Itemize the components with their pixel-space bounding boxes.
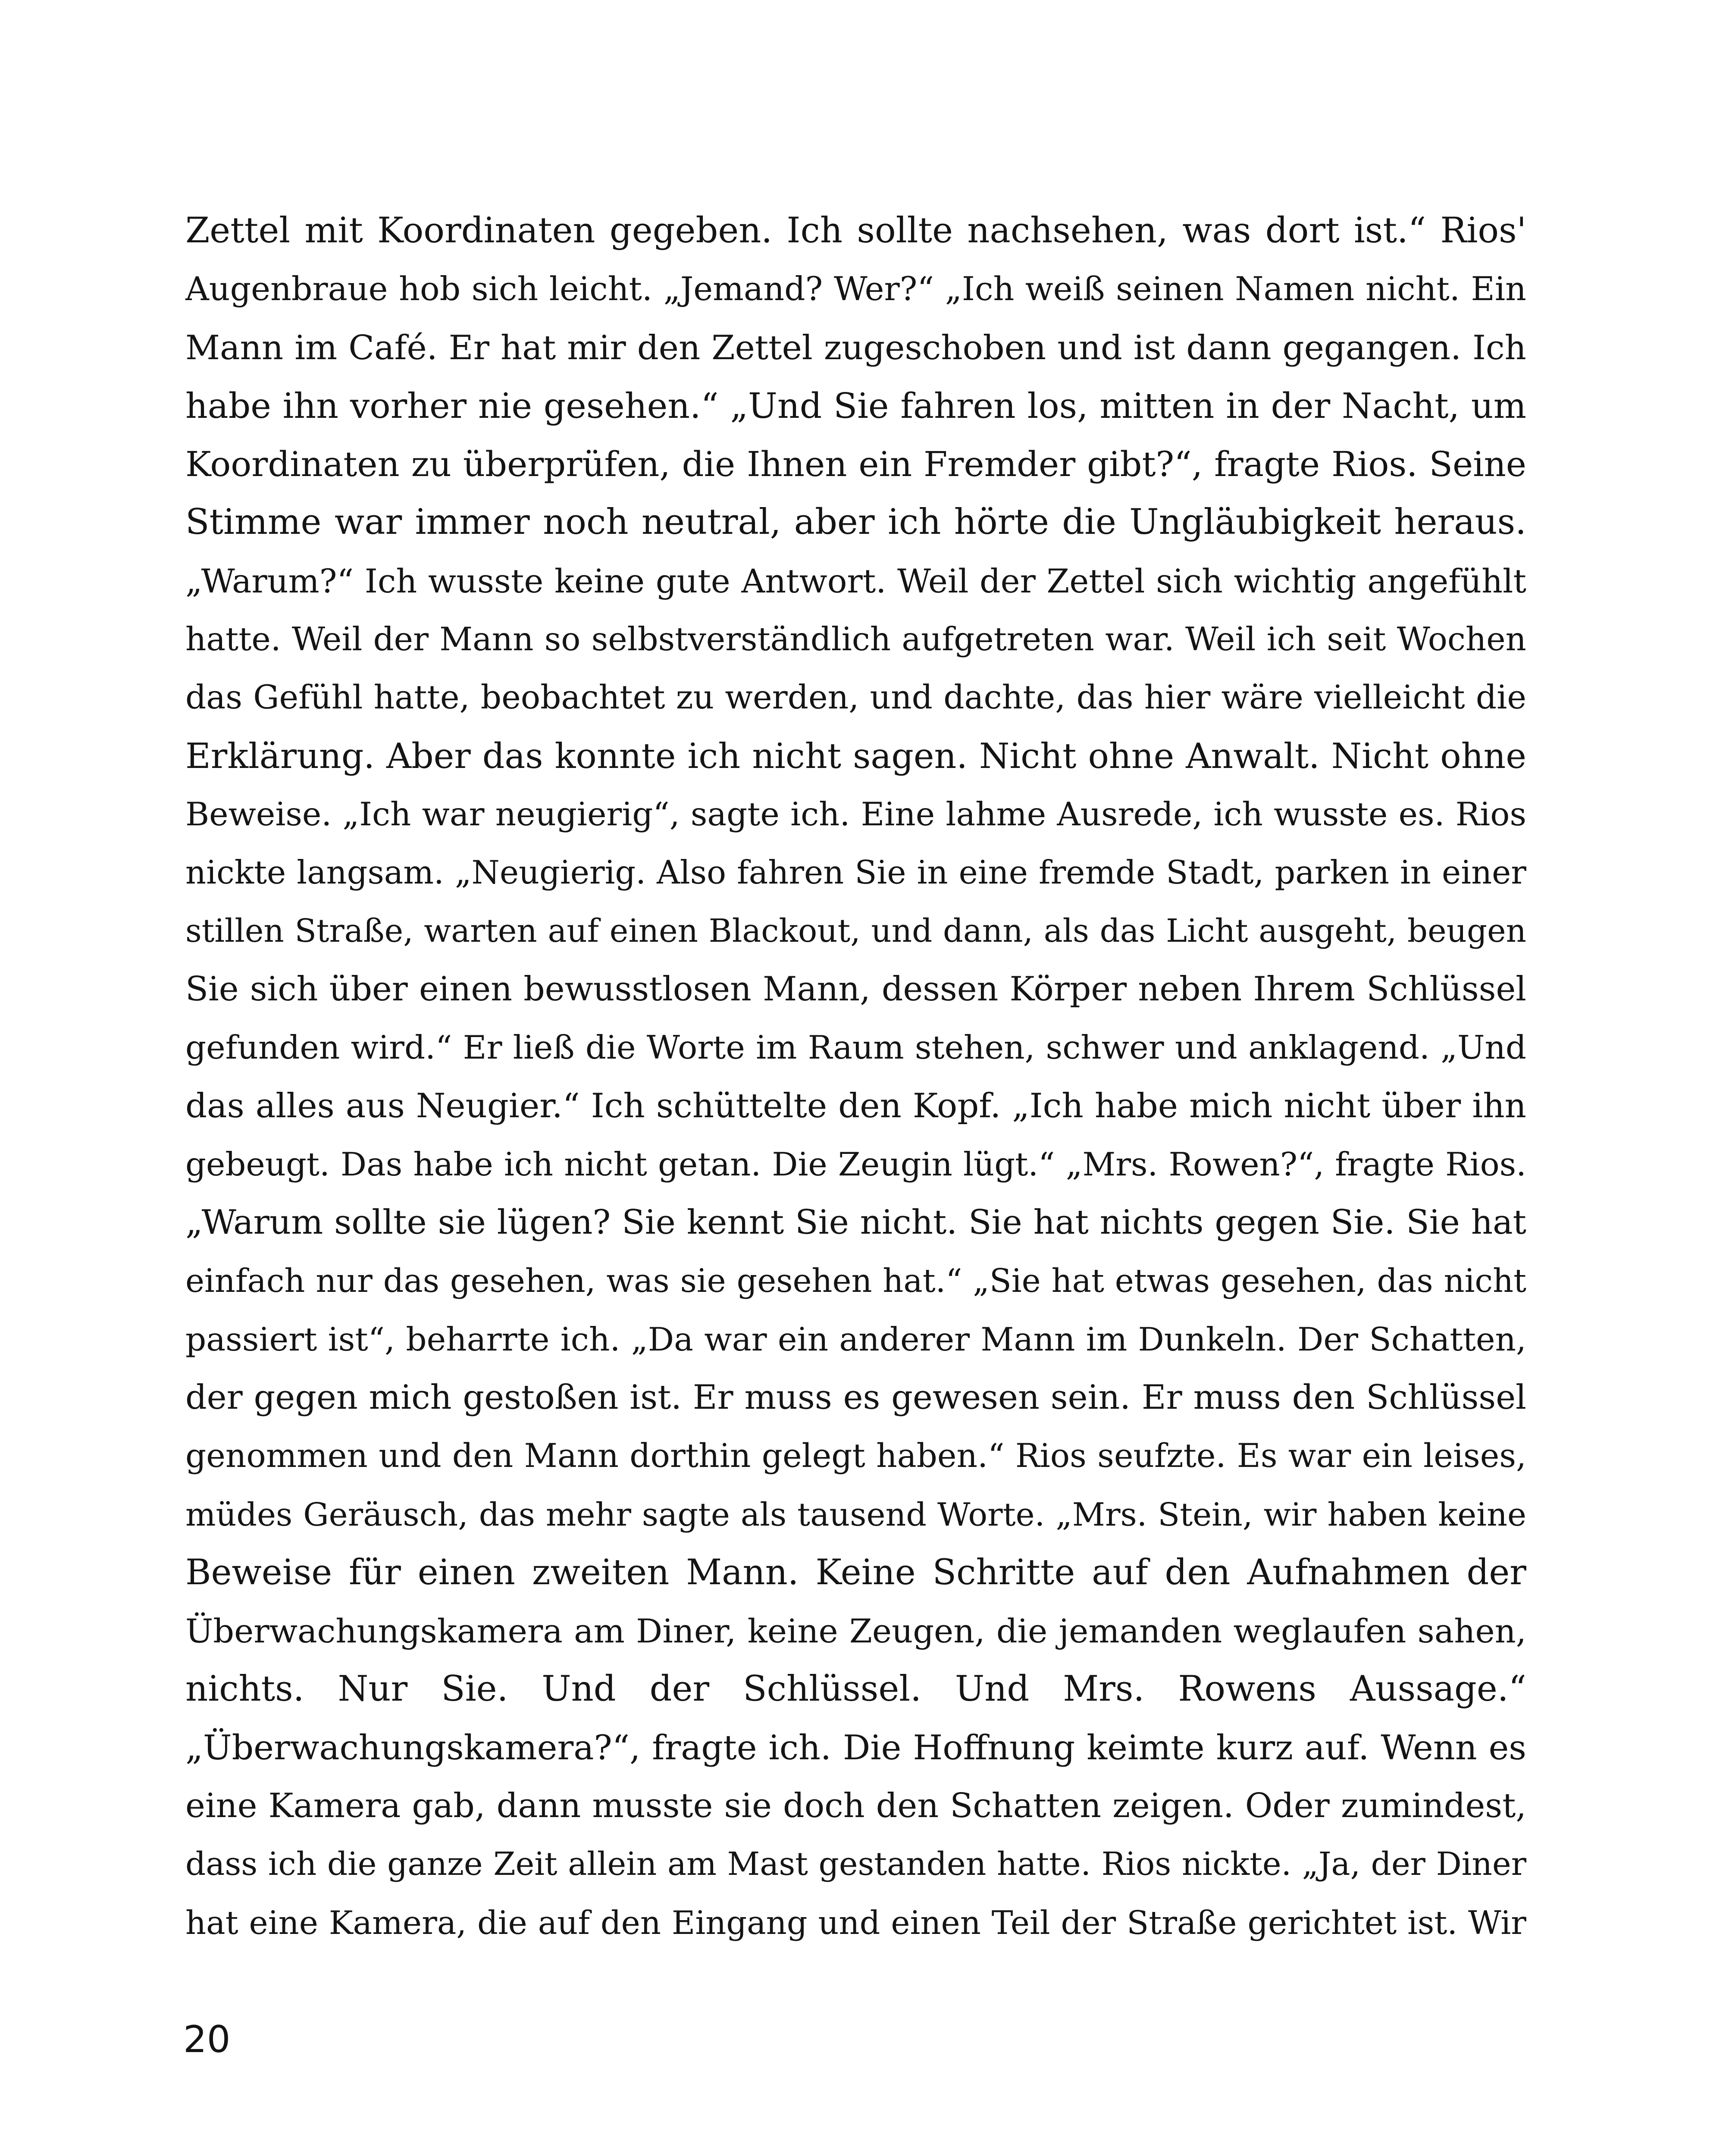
text-line: Erklärung. Aber das konnte ich nicht sagen. Nicht ohne Anwalt. Nicht ohne: [185, 735, 1526, 776]
page-number: 20: [183, 2018, 231, 2061]
text-line: das Gefühl hatte, beobachtet zu werden, und dachte, das hier wäre vielleicht die: [185, 678, 1526, 717]
text-line: das alles aus Neugier.“ Ich schüttelte den Kopf. „Ich habe mich nicht über ihn: [185, 1086, 1526, 1126]
text-line: nickte langsam. „Neugierig. Also fahren Sie in eine fremde Stadt, parken in einer: [185, 854, 1526, 892]
text-line: Mann im Café. Er hat mir den Zettel zugeschoben und ist dann gegangen. Ich: [185, 328, 1526, 367]
text-line: passiert ist“, beharrte ich. „Da war ein anderer Mann im Dunkeln. Der Schatten,: [185, 1320, 1526, 1358]
text-line: Überwachungskamera am Diner, keine Zeugen, die jemanden weglaufen sahen,: [185, 1612, 1526, 1651]
text-line: der gegen mich gestoßen ist. Er muss es gewesen sein. Er muss den Schlüssel: [185, 1378, 1526, 1417]
text-line: hatte. Weil der Mann so selbstverständlich aufgetreten war. Weil ich seit Wochen: [185, 620, 1526, 658]
text-line: Zettel mit Koordinaten gegeben. Ich sollte nachsehen, was dort ist.“ Rios': [185, 210, 1526, 251]
text-line: nichts. Nur Sie. Und der Schlüssel. Und Mrs. Rowens Aussage.“: [185, 1669, 1526, 1710]
text-line: dass ich die ganze Zeit allein am Mast gestanden hatte. Rios nickte. „Ja, der Diner: [185, 1846, 1526, 1883]
text-line: eine Kamera gab, dann musste sie doch den Schatten zeigen. Oder zumindest,: [185, 1786, 1526, 1826]
text-line: Sie sich über einen bewusstlosen Mann, dessen Körper neben Ihrem Schlüssel: [185, 969, 1526, 1009]
text-line: „Warum sollte sie lügen? Sie kennt Sie nicht. Sie hat nichts gegen Sie. Sie hat: [185, 1203, 1526, 1242]
text-line: Beweise für einen zweiten Mann. Keine Schritte auf den Aufnahmen der: [185, 1552, 1526, 1593]
text-line: hat eine Kamera, die auf den Eingang und einen Teil der Straße gerichtet ist. Wir: [185, 1904, 1526, 1942]
body-text: [185, 202, 1526, 1952]
text-line: Beweise. „Ich war neugierig“, sagte ich. Eine lahme Ausrede, ich wusste es. Rios: [185, 795, 1526, 833]
text-line: stillen Straße, warten auf einen Blackout, und dann, als das Licht ausgeht, beugen: [185, 912, 1526, 950]
text-line: „Überwachungskamera?“, fragte ich. Die Hoffnung keimte kurz auf. Wenn es: [185, 1727, 1526, 1767]
text-line: genommen und den Mann dorthin gelegt haben.“ Rios seufzte. Es war ein leises,: [185, 1437, 1526, 1475]
text-line: Stimme war immer noch neutral, aber ich hörte die Ungläubigkeit heraus.: [185, 502, 1526, 543]
text-line: gefunden wird.“ Er ließ die Worte im Raum stehen, schwer und anklagend. „Und: [185, 1028, 1526, 1067]
text-line: einfach nur das gesehen, was sie gesehen hat.“ „Sie hat etwas gesehen, das nicht: [185, 1262, 1526, 1300]
text-line: „Warum?“ Ich wusste keine gute Antwort. Weil der Zettel sich wichtig angefühlt: [185, 561, 1526, 600]
text-line: gebeugt. Das habe ich nicht getan. Die Zeugin lügt.“ „Mrs. Rowen?“, fragte Rios.: [185, 1145, 1526, 1183]
text-line: Koordinaten zu überprüfen, die Ihnen ein Fremder gibt?“, fragte Rios. Seine: [185, 444, 1526, 485]
text-line: habe ihn vorher nie gesehen.“ „Und Sie fahren los, mitten in der Nacht, um: [185, 385, 1526, 426]
text-line: Augenbraue hob sich leicht. „Jemand? Wer?“ „Ich weiß seinen Namen nicht. Ein: [185, 270, 1526, 308]
text-line: müdes Geräusch, das mehr sagte als tausend Worte. „Mrs. Stein, wir haben keine: [185, 1495, 1526, 1533]
